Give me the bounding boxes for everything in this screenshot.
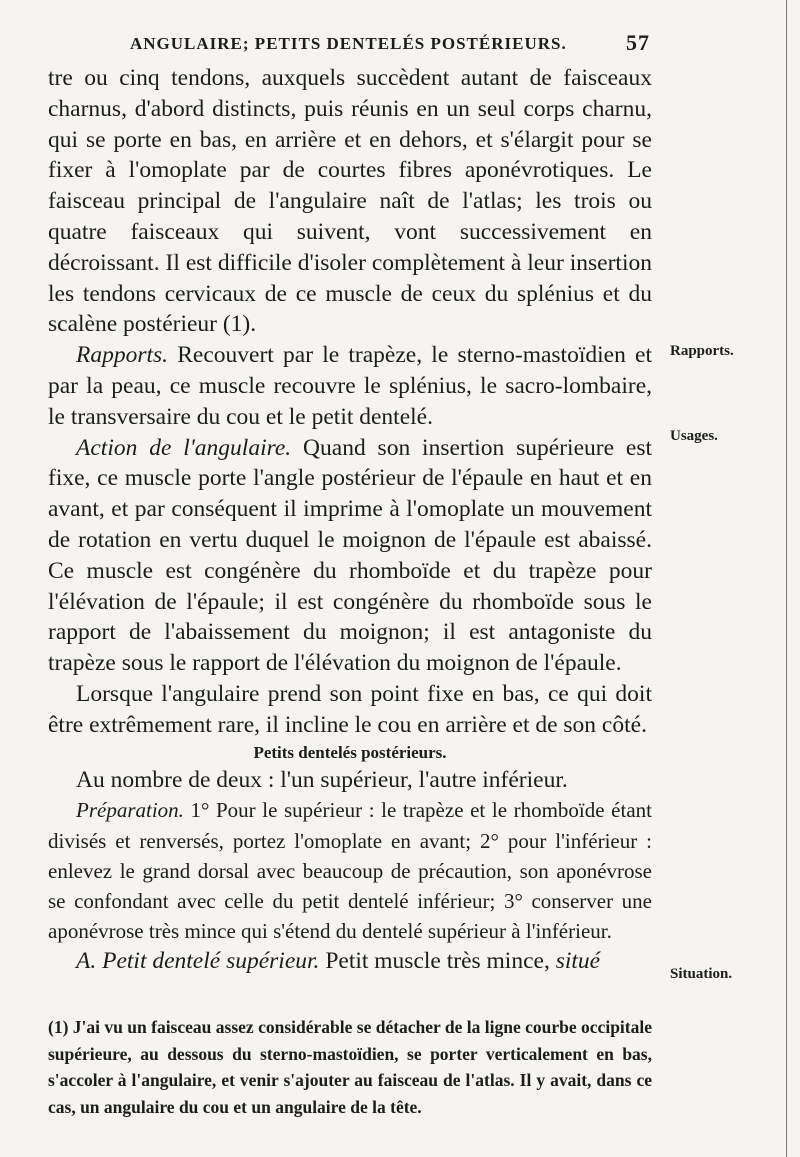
running-title: ANGULAIRE; PETITS DENTELÉS POSTÉRIEURS. [130, 34, 567, 53]
preparation-text: 1° Pour le supérieur : le trapèze et le rhomboïde étant divisés et renversés, portez l'omoplate en avant; 2° pour l'inférieur : enlevez le grand dorsal avec beaucoup de précaution, son aponévrose se confondant avec celle du petit dentelé inférieur; 3° conserver une aponévrose très mince qui s'étend du dentelé supérieur à l'inférieur. [48, 798, 652, 944]
page-edge-divider [786, 0, 787, 1157]
margin-note-usages: Usages. [670, 428, 718, 444]
margin-note-rapports: Rapports. [670, 343, 734, 359]
footnote: (1) J'ai vu un faisceau assez considérable se détacher de la ligne courbe occipitale supérieure, au dessous du sterno-mastoïdien, se porter verticalement en bas, s'accoler à l'angulaire, et venir s'ajouter au faisceau de l'atlas. Il y avait, dans ce cas, un angulaire du cou et un angulaire de la tête. [48, 1017, 652, 1117]
section-heading: Petits dentelés postérieurs. [253, 742, 447, 762]
preparation-label: Préparation. [76, 798, 184, 823]
petit-dentele-end: situé [555, 948, 601, 975]
paragraph-action [48, 433, 652, 679]
rapports-label: Rapports. [76, 342, 169, 369]
paragraph-nombre: Au nombre de deux : l'un supérieur, l'autre inférieur. [76, 766, 568, 793]
paragraph-preparation [48, 795, 652, 946]
petit-dentele-text: Petit muscle très mince, [319, 948, 556, 975]
petit-dentele-label: A. Petit dentelé supérieur. [76, 948, 320, 975]
action-text: Quand son insertion supérieure est fixe, ce muscle porte l'angle postérieur de l'épaule en haut et en avant, et par conséquent il imprime à l'omoplate un mouvement de rotation en vertu duquel le moignon de l'épaule est abaissé. Ce muscle est congénère du rhomboïde et du trapèze pour l'élévation de l'épaule; il est congénère du rhomboïde sous le rapport de l'abaissement du moignon; il est antagoniste du trapèze sous le rapport de l'élévation du moignon de l'épaule. [48, 434, 652, 677]
paragraph-petit-dentele [48, 946, 652, 977]
paragraph-point-fixe: Lorsque l'angulaire prend son point fixe en bas, ce qui doit être extrêmement rare, il incline le cou en arrière et de son côté. [48, 680, 652, 738]
paragraph-rapports [48, 340, 652, 432]
page-number: 57 [626, 30, 650, 55]
action-label: Action de l'angulaire. [76, 434, 292, 461]
main-text [48, 63, 652, 977]
rapports-text: Recouvert par le trapèze, le sterno-mastoïdien et par la peau, ce muscle recouvre le splénius, le sacro-lombaire, le transversaire du cou et le petit dentelé. [48, 342, 652, 430]
paragraph-1: tre ou cinq tendons, auxquels succèdent autant de faisceaux charnus, d'abord distincts, puis réunis en un seul corps charnu, qui se porte en bas, en arrière et en dehors, et s'élargit pour se fixer à l'omoplate par de courtes fibres aponévrotiques. Le faisceau principal de l'angulaire naît de l'atlas; les trois ou quatre faisceaux qui suivent, vont successivement en décroissant. Il est difficile d'isoler complètement à leur insertion les tendons cervicaux de ce muscle de ceux du splénius et du scalène postérieur (1). [48, 65, 652, 338]
margin-note-situation: Situation. [670, 966, 733, 982]
